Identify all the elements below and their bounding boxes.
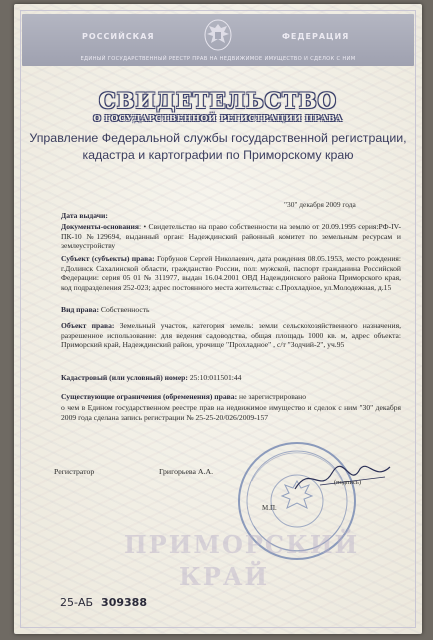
restrictions-text: не зарегистрировано	[239, 392, 307, 401]
rights-subject-text: Горбунов Сергей Николаевич, дата рождения 08.05.1953, место рождения: г.Долинск Сахалинской области, гражданство России, пол: мужской, паспорт гражданина Российской Федерации: серия 05 01 № 311977, выдан 16.04.2001 ОВД Надеждинского района Приморского края, код подразделения 252-023; адрес постоянного места жительства: с.Прохладное, ул.Молодежная, д.15	[61, 254, 401, 292]
rights-subject-label: Субъект (субъекты) права:	[61, 254, 155, 263]
basis-documents-label: Документы-основания	[61, 222, 139, 231]
right-kind-label: Вид права:	[61, 305, 100, 314]
restrictions-label: Существующие ограничения (обременения) права:	[61, 392, 238, 401]
certificate-document	[14, 4, 422, 634]
watermark-line-2: КРАЙ	[178, 562, 270, 591]
rights-subject-field	[61, 254, 401, 292]
issue-date-value: "30" декабря 2009 года	[284, 200, 356, 209]
rights-object-label: Объект права:	[61, 321, 115, 330]
basis-documents-field	[61, 222, 401, 251]
double-headed-eagle-emblem	[203, 18, 233, 52]
authority-line-2: кадастра и картографии по Приморскому краю	[82, 148, 354, 162]
right-kind-field	[61, 305, 401, 315]
basis-documents-text: : • Свидетельство на право собственности на землю от 20.09.1995 серия:РФ-IV-ПК-10 №129694, выданный орган: Надеждинский районный комитет по земельным ресурсам и землеустройству	[61, 222, 401, 251]
blank-serial-number	[60, 596, 147, 609]
region-watermark	[124, 529, 360, 593]
cadastral-number-label: Кадастровый (или условный) номер:	[61, 373, 188, 382]
registrar-label: Регистратор	[54, 467, 95, 476]
document-subtitle: О ГОСУДАРСТВЕННОЙ РЕГИСТРАЦИИ ПРАВА	[93, 114, 343, 124]
rights-object-field	[61, 321, 401, 350]
issue-date-label: Дата выдачи:	[61, 211, 108, 220]
registrar-name: Григорьева А.А.	[159, 467, 214, 476]
stamp-mp-label: М.П.	[262, 504, 277, 512]
restrictions-field	[61, 392, 401, 402]
header-band	[22, 14, 414, 66]
cadastral-number-field	[61, 373, 401, 383]
header-russia-label: РОССИЙСКАЯ	[82, 32, 155, 41]
rights-object-text: Земельный участок, категория земель: земли сельскохозяйственного назначения, разрешенное использование: для ведения садоводства, общая площадь 1000 кв. м, адрес объекта: Приморский край, Надеждинский район, урочище "Прохладное" , с/т "Зодчий-2", уч.95	[61, 321, 401, 350]
document-title: СВИДЕТЕЛЬСТВО	[99, 88, 337, 113]
right-kind-text: Собственность	[100, 305, 150, 314]
header-registry-caption: ЕДИНЫЙ ГОСУДАРСТВЕННЫЙ РЕЕСТР ПРАВ НА НЕДВИЖИМОЕ ИМУЩЕСТВО И СДЕЛОК С НИМ	[80, 56, 356, 62]
serial-series: 25-АБ	[60, 596, 94, 609]
header-federation-label: ФЕДЕРАЦИЯ	[282, 32, 350, 41]
signature-caption: (подпись)	[334, 479, 361, 486]
serial-number: 309388	[101, 596, 147, 609]
registration-record: о чем в Едином государственном реестре прав на недвижимое имущество и сделок с ним "30" декабря 2009 года сделана запись регистрации № 25-25-20/026/2009-157	[61, 403, 401, 422]
issuing-authority	[28, 130, 408, 164]
authority-line-1: Управление Федеральной службы государственной регистрации,	[29, 131, 407, 145]
cadastral-number-text: 25:10:011501:44	[189, 373, 242, 382]
issue-date-field	[61, 211, 401, 221]
watermark-line-1: ПРИМОРСКИЙ	[124, 530, 360, 559]
